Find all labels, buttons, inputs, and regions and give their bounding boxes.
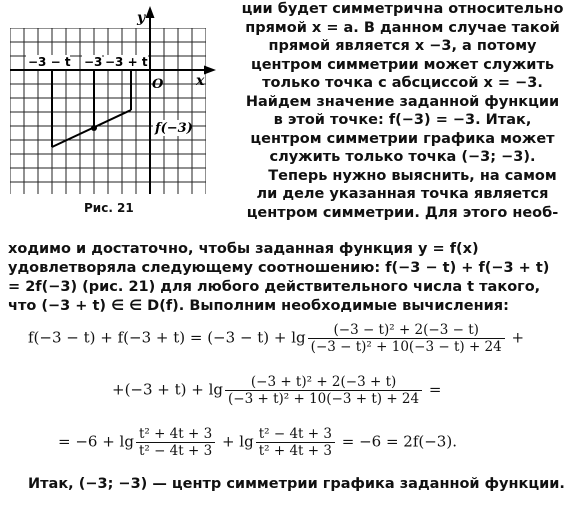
eq3-numerator-1: t² + 4t + 3 (138, 426, 213, 442)
eq3-lhs: = −6 + lg (58, 432, 134, 451)
eq3-numerator-2: t² − 4t + 3 (258, 426, 332, 442)
center-point (91, 125, 97, 131)
eq3-fraction-2 (256, 426, 335, 459)
text-column (240, 0, 565, 222)
label-m3-minus-t: −3 − t (28, 55, 71, 69)
equation-line-3 (58, 426, 457, 459)
equation-line-1 (28, 322, 524, 355)
label-m3-plus-t: −3 + t (105, 55, 148, 69)
eq2-fraction (225, 374, 422, 407)
origin-label: O (152, 77, 164, 92)
y-axis-arrow (146, 6, 155, 18)
eq2-lhs: +(−3 + t) + lg (112, 380, 224, 399)
eq1-lhs: f(−3 − t) + f(−3 + t) = (−3 − t) + lg (28, 328, 306, 347)
eq1-numerator: (−3 − t)² + 2(−3 − t) (333, 322, 479, 338)
paragraph-3: ходимо и достаточно, чтобы заданная функция y = f(x) удовлетворяла следующему соотношению: f(−3 − t) + f(−3 + t) = 2f(−3) (рис. 21) для любого действительного числа t такого, что (−3 + t) ∈ ∈ D(f). Выполним необходимые вычисления: (8, 241, 550, 314)
eq1-fraction (308, 322, 505, 355)
eq2-denominator: (−3 + t)² + 10(−3 + t) + 24 (225, 390, 422, 407)
eq3-rhs: = −6 = 2f(−3). (341, 432, 457, 451)
equation-line-2 (112, 374, 441, 407)
eq2-tail: = (428, 380, 442, 399)
eq3-denominator-1: t² − 4t + 3 (136, 442, 215, 459)
y-axis-label: y (137, 10, 146, 26)
label-m3: −3 (84, 55, 103, 69)
paragraph-1: ции будет симметрична относительно прямой x = a. В данном случае такой прямой является x −3, а потому центром симметрии может служить только точка с абсциссой x = −3. Найдем значение заданной функции в этой точке: f(−3) = −3. Итак, центром симметрии графика может служить только точка (−3; −3). (241, 1, 564, 165)
eq3-denominator-2: t² + 4t + 3 (256, 442, 335, 459)
figure-graph (0, 0, 240, 200)
eq3-mid: + lg (221, 432, 254, 451)
x-axis-label: x (196, 73, 205, 89)
x-axis-arrow (204, 66, 216, 75)
grid (10, 28, 206, 194)
figure-caption: Рис. 21 (84, 201, 134, 215)
conclusion-paragraph: Итак, (−3; −3) — центр симметрии графика заданной функции. (28, 476, 565, 492)
eq3-fraction-1 (136, 426, 215, 459)
paragraph-2: Теперь нужно выяснить, на самом ли деле указанная точка является центром симметрии. Для этого необ- (246, 167, 559, 221)
label-f-of-m3: f(−3) (155, 121, 193, 136)
eq1-denominator: (−3 − t)² + 10(−3 − t) + 24 (308, 338, 505, 355)
eq1-tail: + (511, 328, 525, 347)
eq2-numerator: (−3 + t)² + 2(−3 + t) (250, 374, 397, 390)
